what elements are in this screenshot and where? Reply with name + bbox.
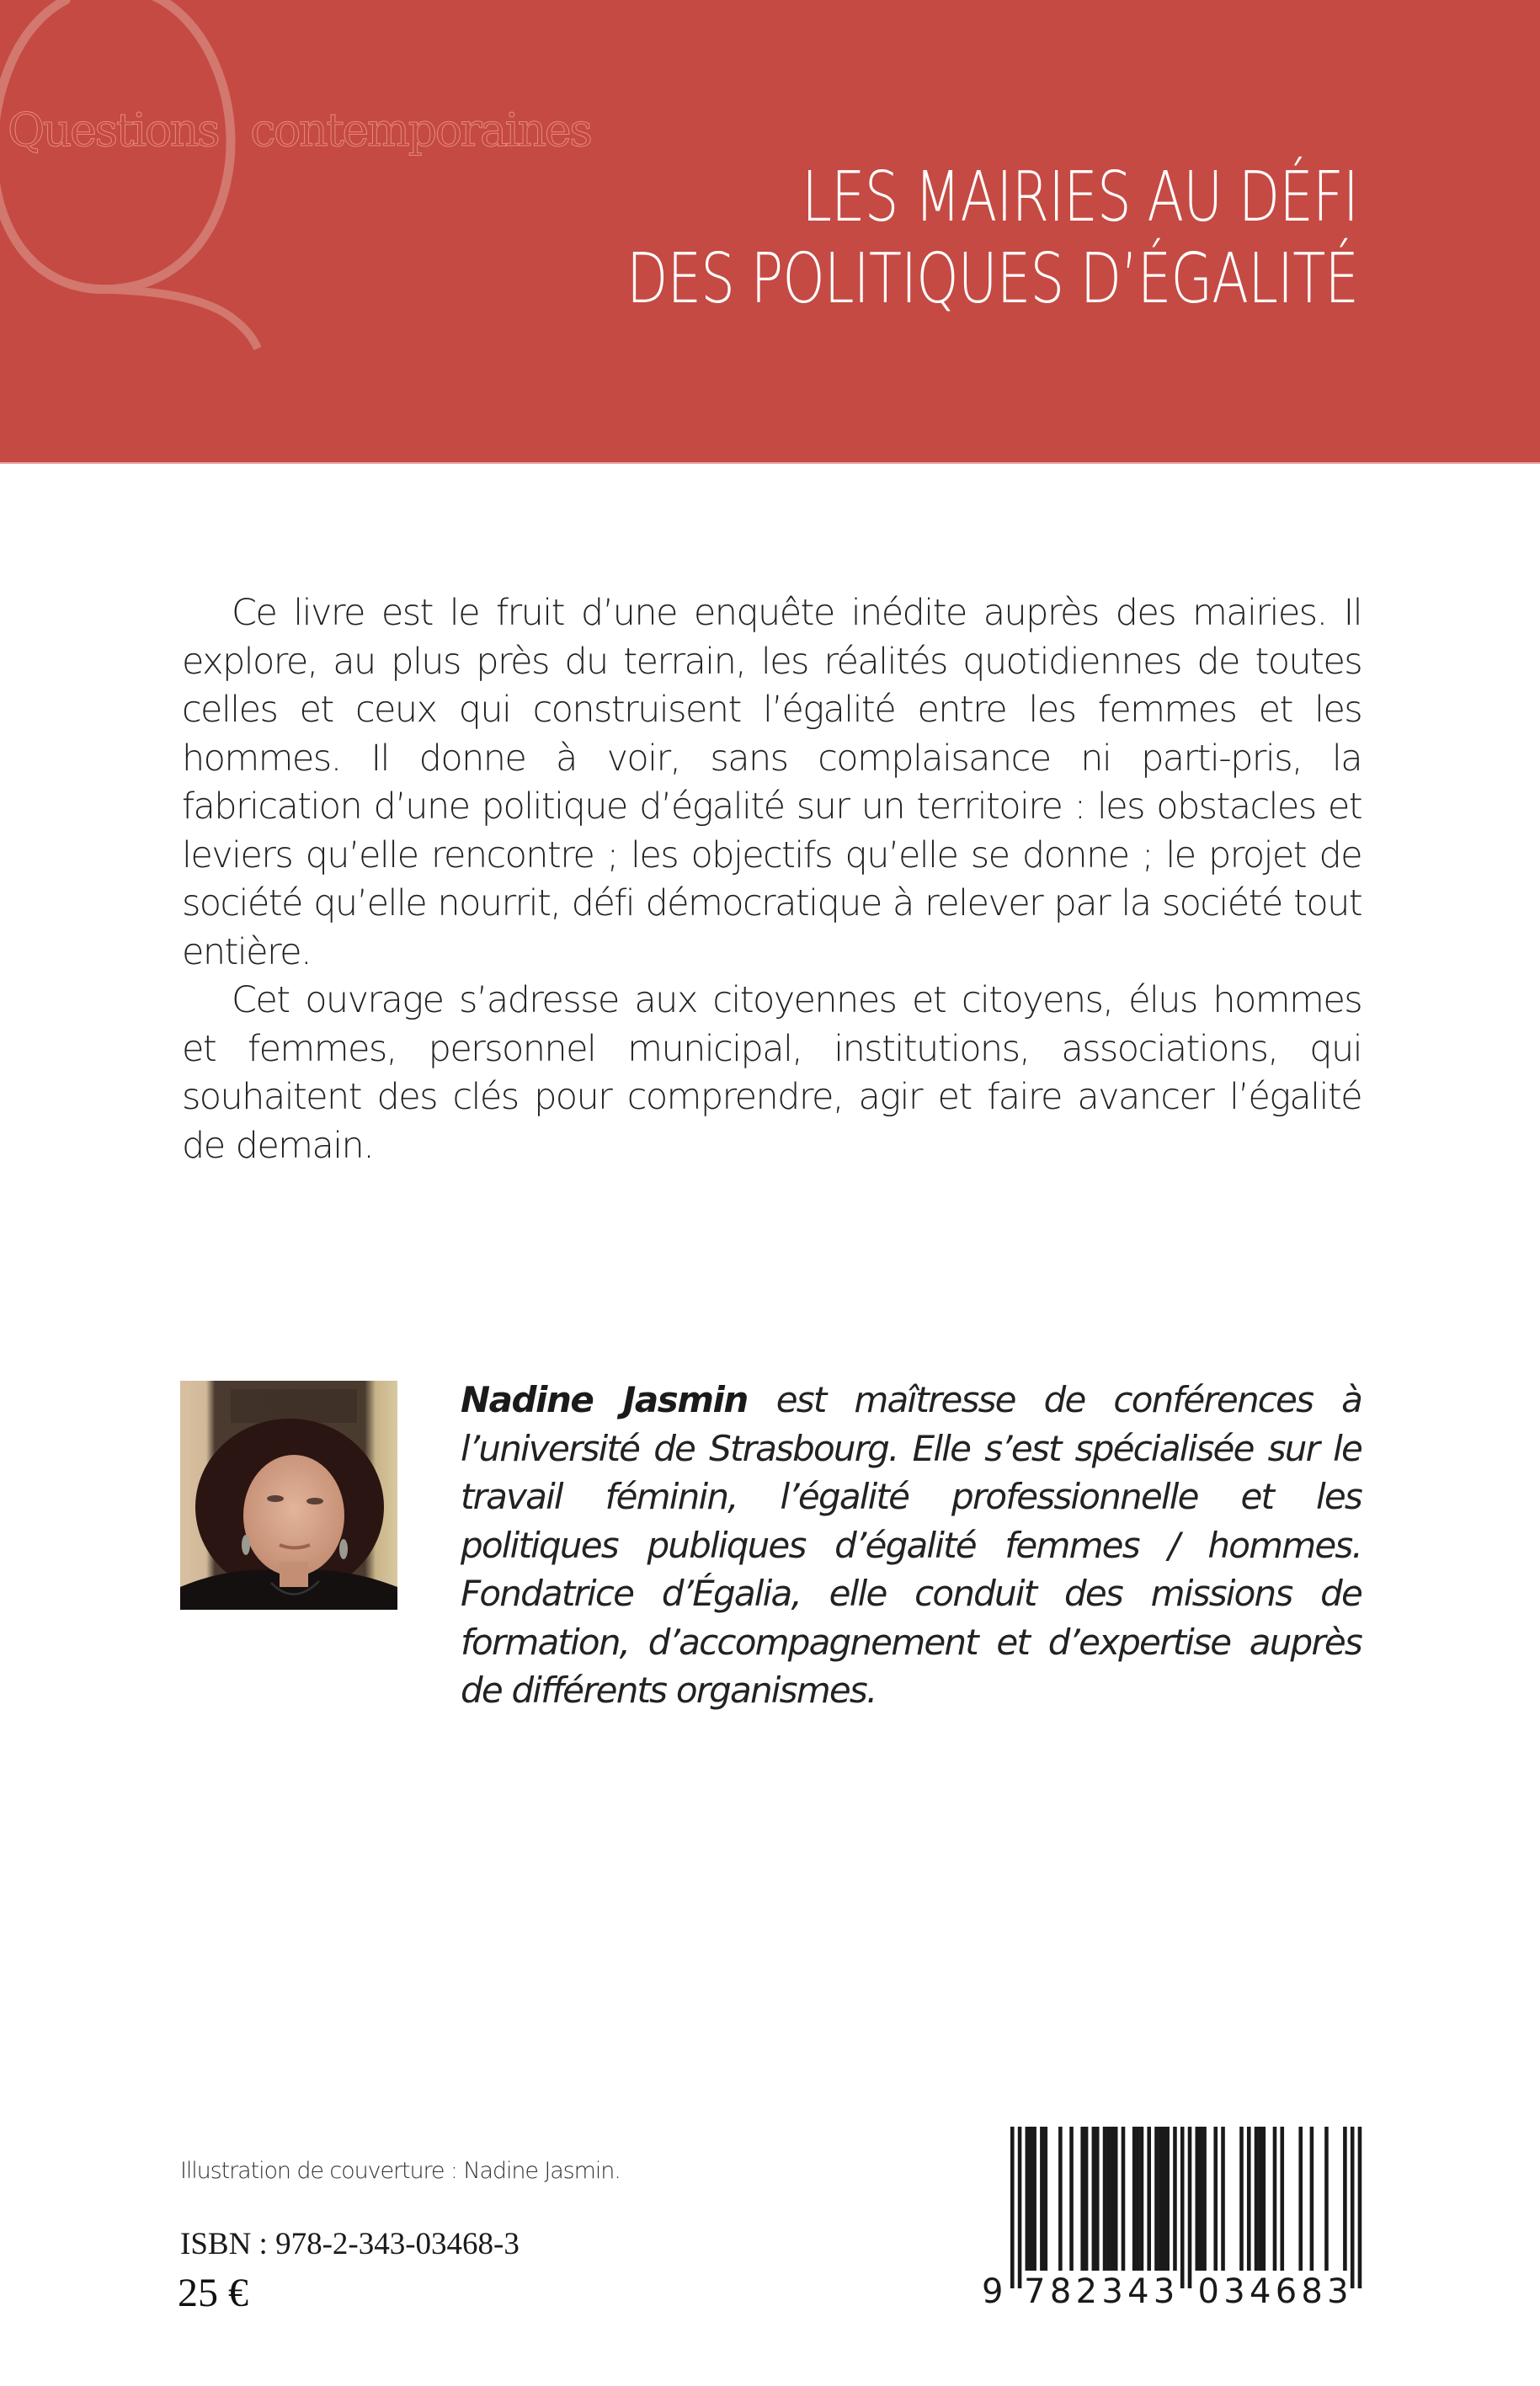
svg-text:7: 7	[1024, 2272, 1046, 2311]
blurb-paragraph-2: Cet ouvrage s’adresse aux citoyennes et citoyens, élus hommes et femmes, personnel municipal, institutions, associations, qui souhaitent des clés pour comprendre, agir et faire avancer l’égalité de demain.	[182, 979, 1361, 1167]
svg-text:3: 3	[1223, 2272, 1245, 2311]
svg-text:6: 6	[1275, 2272, 1298, 2311]
svg-text:2: 2	[1075, 2272, 1098, 2311]
svg-text:8: 8	[1049, 2272, 1072, 2311]
barcode	[977, 2122, 1372, 2315]
author-portrait-icon	[180, 1381, 397, 1610]
series-q-ornament-icon	[0, 0, 278, 354]
author-photo	[180, 1381, 397, 1610]
svg-text:9: 9	[982, 2272, 1004, 2311]
svg-text:3: 3	[1327, 2272, 1349, 2311]
svg-text:8: 8	[1301, 2272, 1323, 2311]
series-word-2: contemporaines	[250, 104, 591, 157]
svg-text:4: 4	[1127, 2272, 1149, 2311]
isbn: ISBN : 978-2-343-03468-3	[180, 2227, 520, 2261]
blurb	[182, 589, 1361, 1170]
book-title-line-1: LES MAIRIES AU DÉFI	[802, 157, 1358, 237]
book-title-line-2: DES POLITIQUES D’ÉGALITÉ	[626, 239, 1358, 319]
book-title	[626, 157, 1358, 320]
header-band	[0, 0, 1540, 464]
author-name: Nadine Jasmin	[461, 1379, 748, 1420]
author-bio	[461, 1376, 1361, 1715]
svg-text:3: 3	[1101, 2272, 1123, 2311]
price: 25 €	[178, 2271, 248, 2315]
svg-text:3: 3	[1153, 2272, 1175, 2311]
svg-text:4: 4	[1249, 2272, 1271, 2311]
series-word-1: Questions	[8, 104, 219, 157]
author-bio-text: est maîtresse de conférences à l’université de Strasbourg. Elle s’est spécialisée sur le travail féminin, l’égalité professionnelle et les politiques publiques d’égalité femmes / hommes. Fondatrice d’Égalia, elle conduit des missions de formation, d’accompagnement et d’expertise auprès de différents organismes.	[461, 1379, 1362, 1711]
cover-illustration-credit: Illustration de couverture : Nadine Jasmin.	[180, 2158, 621, 2184]
series-name	[8, 104, 591, 157]
svg-text:0: 0	[1197, 2272, 1219, 2311]
blurb-paragraph-1: Ce livre est le fruit d’une enquête inédite auprès des mairies. Il explore, au plus près du terrain, les réalités quotidiennes de toutes celles et ceux qui construisent l’égalité entre les femmes et les hommes. Il donne à voir, sans complaisance ni parti-pris, la fabrication d’une politique d’égalité sur un territoire : les obstacles et leviers qu’elle rencontre ; les objectifs qu’elle se donne ; le projet de société qu’elle nourrit, défi démocratique à relever par la société tout entière.	[182, 592, 1361, 973]
barcode-bars-icon	[977, 2122, 1372, 2315]
